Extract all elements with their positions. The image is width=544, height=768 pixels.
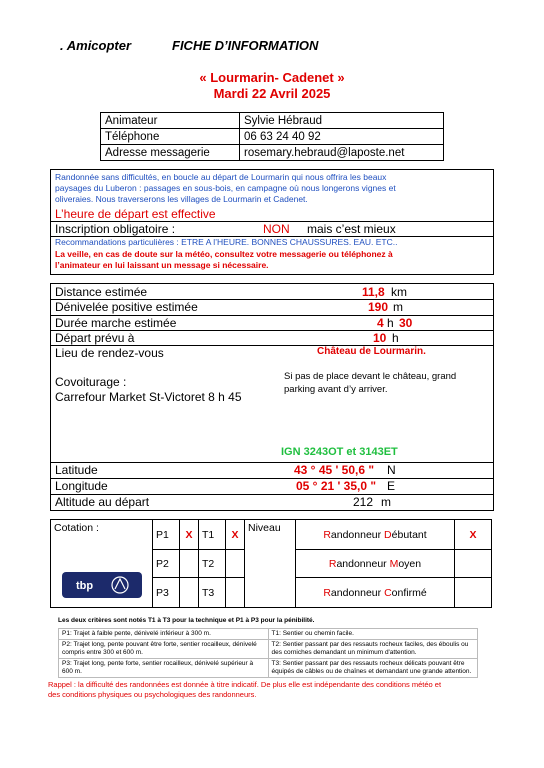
altitude-value: 212	[353, 495, 374, 509]
carpool-label: Covoiturage :	[55, 375, 127, 389]
elevation-value: 190	[368, 300, 389, 314]
hike-date: Mardi 22 Avril 2025	[213, 86, 331, 101]
legend-row	[59, 629, 478, 640]
contact-label: Animateur	[101, 113, 240, 129]
contact-table	[100, 112, 444, 161]
registration-value: NON	[263, 222, 290, 236]
level-name	[296, 550, 455, 578]
weather-line: l’animateur en lui laissant un message si nécessaire.	[55, 260, 269, 270]
legend-p: P3: Trajet long, pente forte, sentier rocailleux, dénivelé supérieur à 600 m.	[59, 659, 269, 678]
legend-t: T2: Sentier passant par des ressauts rocheux faciles, des éboulis ou des corniches demandant un minimum d'attention.	[268, 640, 478, 659]
parking-note-line: Si pas de place devant le château, grand	[284, 371, 457, 382]
description-line: oliveraies. Nous traverserons les villages de Lourmarin et Cadenet.	[55, 194, 308, 204]
level-initial: R	[323, 528, 331, 541]
legend-t: T3: Sentier passant par des ressauts rocheux délicats pouvant être équipés de câbles ou de chaînes et demandant une grande attention.	[268, 659, 478, 678]
parking-note-line: parking avant d’y arriver.	[284, 384, 388, 395]
legend-row	[59, 640, 478, 659]
departure-unit: h	[392, 331, 399, 345]
p-level: P3	[153, 578, 180, 608]
legend-footer-line: Rappel : la difficulté des randonnées est donnée à titre indicatif. De plus elle est indépendante des conditions météo et	[48, 680, 442, 689]
legend-footer-line: des conditions physiques ou psychologiques des randonneurs.	[48, 690, 257, 699]
elevation-unit: m	[393, 300, 403, 314]
elevation-label: Dénivelée positive estimée	[55, 300, 198, 314]
latitude-label: Latitude	[55, 463, 98, 477]
level-name	[296, 578, 455, 608]
niveau-label: Niveau	[248, 522, 281, 534]
level-key: M	[389, 557, 399, 570]
contact-row	[101, 113, 444, 129]
duration-hours-unit: h	[387, 316, 394, 330]
tbp-logo-icon	[62, 572, 142, 598]
t-mark: X	[226, 520, 245, 550]
ign-maps: IGN 3243OT et 3143ET	[281, 446, 398, 458]
p-mark	[180, 578, 199, 608]
legend-intro: Les deux critères sont notés T1 à T3 pour la technique et P1 à P3 pour la pénibilité.	[58, 617, 315, 624]
registration-label: Inscription obligatoire :	[55, 222, 176, 236]
duration-minutes: 30	[399, 316, 413, 330]
description-line: paysages du Luberon : passages en sous-bois, en campagne où nous longerons vignes et	[55, 183, 396, 193]
contact-row	[101, 145, 444, 161]
cotation-row	[51, 520, 492, 550]
info-box	[50, 169, 494, 275]
t-mark	[226, 550, 245, 578]
level-key: C	[384, 586, 392, 599]
meeting-label: Lieu de rendez-vous	[55, 346, 164, 360]
recommendations: Recommandations particulières : ETRE A l’HEURE. BONNES CHAUSSURES. EAU. ETC..	[55, 237, 398, 247]
level-mid: andonneur	[336, 557, 390, 570]
document-type: FICHE D’INFORMATION	[172, 38, 319, 53]
description-line: Randonnée sans difficultés, en boucle au départ de Lourmarin qui nous offrira les beaux	[55, 172, 387, 182]
stats-box	[50, 283, 494, 511]
t-mark	[226, 578, 245, 608]
level-initial: R	[328, 557, 337, 570]
niveau-cell	[245, 520, 296, 608]
latitude-direction: N	[387, 463, 396, 477]
contact-label: Téléphone	[101, 129, 240, 145]
route-title: « Lourmarin- Cadenet »	[199, 70, 345, 85]
longitude-value: 05 ° 21 ' 35,0 "	[296, 479, 377, 493]
legend-p: P2: Trajet long, pente pouvant être forte, sentier rocailleux, dénivelé compris entre 300 et 600 m.	[59, 640, 269, 659]
legend-table	[58, 628, 478, 678]
distance-unit: km	[391, 285, 407, 299]
legend-footer	[48, 680, 441, 700]
level-rest: ébutant	[391, 528, 427, 541]
level-mark	[455, 550, 492, 578]
departure-value: 10	[373, 331, 387, 345]
meeting-value: Château de Lourmarin.	[317, 346, 426, 357]
legend-p: P1: Trajet à faible pente, dénivelé inférieur à 300 m.	[59, 629, 269, 640]
level-mid: andonneur	[330, 528, 385, 541]
cotation-label: Cotation :	[54, 522, 99, 534]
distance-label: Distance estimée	[55, 285, 148, 299]
level-mid: andonneur	[330, 586, 385, 599]
level-initial: R	[323, 586, 331, 599]
contact-value: 06 63 24 40 92	[240, 129, 444, 145]
level-mark	[455, 578, 492, 608]
level-rest: oyen	[398, 557, 422, 570]
latitude-value: 43 ° 45 ' 50,6 "	[294, 463, 375, 477]
duration-label: Durée marche estimée	[55, 316, 177, 330]
level-name	[296, 520, 455, 550]
t-level: T1	[199, 520, 226, 550]
legend-row	[59, 659, 478, 678]
distance-value: 11,8	[362, 285, 385, 299]
registration-note: mais c’est mieux	[307, 222, 396, 236]
t-level: T2	[199, 550, 226, 578]
departure-note: L’heure de départ est effective	[55, 207, 216, 221]
legend-t: T1: Sentier ou chemin facile.	[268, 629, 478, 640]
altitude-unit: m	[381, 495, 391, 509]
longitude-direction: E	[387, 479, 396, 493]
weather-note	[55, 249, 393, 271]
contact-label: Adresse messagerie	[101, 145, 240, 161]
contact-value: rosemary.hebraud@laposte.net	[240, 145, 444, 161]
level-mark: X	[455, 520, 492, 550]
contact-row	[101, 129, 444, 145]
level-key: D	[384, 528, 392, 541]
carpool-value: Carrefour Market St-Victoret 8 h 45	[55, 390, 242, 404]
altitude-label: Altitude au départ	[55, 495, 150, 509]
p-mark	[180, 550, 199, 578]
tbp-logo-text: tbp	[76, 580, 94, 592]
t-level: T3	[199, 578, 226, 608]
level-rest: onfirmé	[391, 586, 427, 599]
weather-line: La veille, en cas de doute sur la météo, consultez votre messagerie ou téléphonez à	[55, 249, 393, 259]
club-name: . Amicopter	[60, 38, 132, 53]
p-level: P1	[153, 520, 180, 550]
p-mark: X	[180, 520, 199, 550]
duration-hours: 4	[377, 316, 384, 330]
p-level: P2	[153, 550, 180, 578]
contact-value: Sylvie Hébraud	[240, 113, 444, 129]
departure-label: Départ prévu à	[55, 331, 135, 345]
longitude-label: Longitude	[55, 479, 108, 493]
description	[55, 172, 396, 205]
parking-note	[284, 370, 456, 396]
